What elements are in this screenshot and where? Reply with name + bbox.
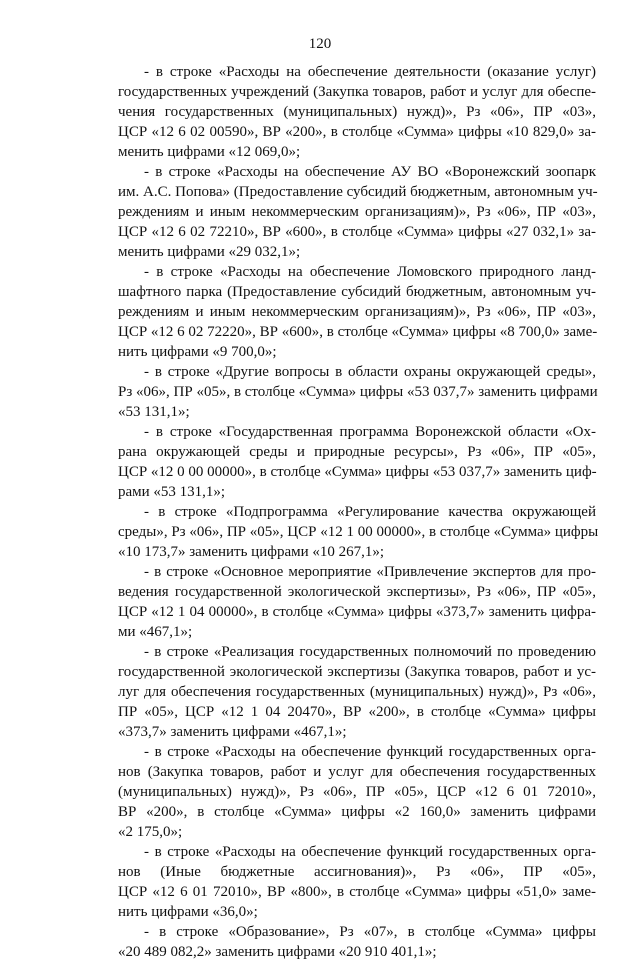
text-line: - в строке «Образование», Рз «07», в столбце «Сумма» цифры: [144, 924, 596, 940]
text-line: (муниципальных) нужд)», Рз «06», ПР «05», ЦСР «12 6 01 72010»,: [118, 784, 596, 800]
text-line: «53 131,1»;: [118, 404, 190, 420]
text-line: - в строке «Расходы на обеспечение деятельности (оказание услуг): [144, 64, 596, 80]
text-line: ЦСР «12 6 02 72210», ВР «600», в столбце «Сумма» цифры «27 032,1» за-: [118, 224, 596, 240]
text-line: - в строке «Расходы на обеспечение функций государственных орга-: [144, 844, 596, 860]
text-line: ЦСР «12 6 02 72220», ВР «600», в столбце «Сумма» цифры «8 700,0» заме-: [118, 324, 598, 340]
text-line: менить цифрами «12 069,0»;: [118, 144, 301, 160]
text-line: чения государственных (муниципальных) нужд)», Рз «06», ПР «03»,: [118, 104, 596, 120]
text-line: нов (Закупка товаров, работ и услуг для обеспечения государственных: [118, 764, 596, 780]
text-line: государственной экологической экспертизы (Закупка товаров, работ и ус-: [118, 664, 596, 680]
text-line: ЦСР «12 6 01 72010», ВР «800», в столбце «Сумма» цифры «51,0» заме-: [118, 884, 596, 900]
text-line: - в строке «Реализация государственных полномочий по проведению: [144, 644, 596, 660]
text-line: - в строке «Подпрограмма «Регулирование качества окружающей: [144, 504, 596, 520]
text-line: шафтного парка (Предоставление субсидий бюджетным, автономным уч-: [118, 284, 596, 300]
text-line: государственных учреждений (Закупка товаров, работ и услуг для обеспе-: [118, 84, 596, 100]
text-line: «373,7» заменить цифрами «467,1»;: [118, 724, 347, 740]
text-line: «20 489 082,2» заменить цифрами «20 910 401,1»;: [118, 944, 437, 960]
text-line: реждениям и иным некоммерческим организациям)», Рз «06», ПР «03»,: [118, 204, 596, 220]
text-line: рами «53 131,1»;: [118, 484, 226, 500]
text-line: - в строке «Другие вопросы в области охраны окружающей среды»,: [144, 364, 596, 380]
text-line: - в строке «Расходы на обеспечение АУ ВО «Воронежский зоопарк: [144, 164, 596, 180]
text-line: ведения государственной экологической экспертизы», Рз «06», ПР «05»,: [118, 584, 596, 600]
text-line: луг для обеспечения государственных (муниципальных) нужд)», Рз «06»,: [118, 684, 596, 700]
text-line: нить цифрами «9 700,0»;: [118, 344, 277, 360]
text-line: реждениям и иным некоммерческим организациям)», Рз «06», ПР «03»,: [118, 304, 596, 320]
text-line: «10 173,7» заменить цифрами «10 267,1»;: [118, 544, 385, 560]
text-line: ЦСР «12 0 00 00000», в столбце «Сумма» цифры «53 037,7» заменить циф-: [118, 464, 597, 480]
text-line: «2 175,0»;: [118, 824, 183, 840]
text-line: ЦСР «12 6 02 00590», ВР «200», в столбце «Сумма» цифры «10 829,0» за-: [118, 124, 596, 140]
page-number: 120: [308, 36, 332, 52]
text-line: им. А.С. Попова» (Предоставление субсидий бюджетным, автономным уч-: [118, 184, 598, 200]
text-line: ПР «05», ЦСР «12 1 04 20470», ВР «200», в столбце «Сумма» цифры: [118, 704, 596, 720]
text-line: ми «467,1»;: [118, 624, 193, 640]
text-line: Рз «06», ПР «05», в столбце «Сумма» цифры «53 037,7» заменить цифрами: [118, 384, 598, 400]
text-line: ВР «200», в столбце «Сумма» цифры «2 160,0» заменить цифрами: [118, 804, 596, 820]
text-line: - в строке «Государственная программа Воронежской области «Ох-: [144, 424, 596, 440]
text-line: ЦСР «12 1 04 00000», в столбце «Сумма» цифры «373,7» заменить цифра-: [118, 604, 596, 620]
text-line: - в строке «Расходы на обеспечение Ломовского природного ланд-: [144, 264, 596, 280]
text-line: рана окружающей среды и природные ресурсы», Рз «06», ПР «05»,: [118, 444, 596, 460]
text-line: - в строке «Расходы на обеспечение функций государственных орга-: [144, 744, 596, 760]
text-line: среды», Рз «06», ПР «05», ЦСР «12 1 00 00000», в столбце «Сумма» цифры: [118, 524, 599, 540]
text-line: нов (Иные бюджетные ассигнования)», Рз «06», ПР «05»,: [118, 864, 596, 880]
text-line: нить цифрами «36,0»;: [118, 904, 258, 920]
text-line: менить цифрами «29 032,1»;: [118, 244, 301, 260]
text-line: - в строке «Основное мероприятие «Привлечение экспертов для про-: [144, 564, 596, 580]
